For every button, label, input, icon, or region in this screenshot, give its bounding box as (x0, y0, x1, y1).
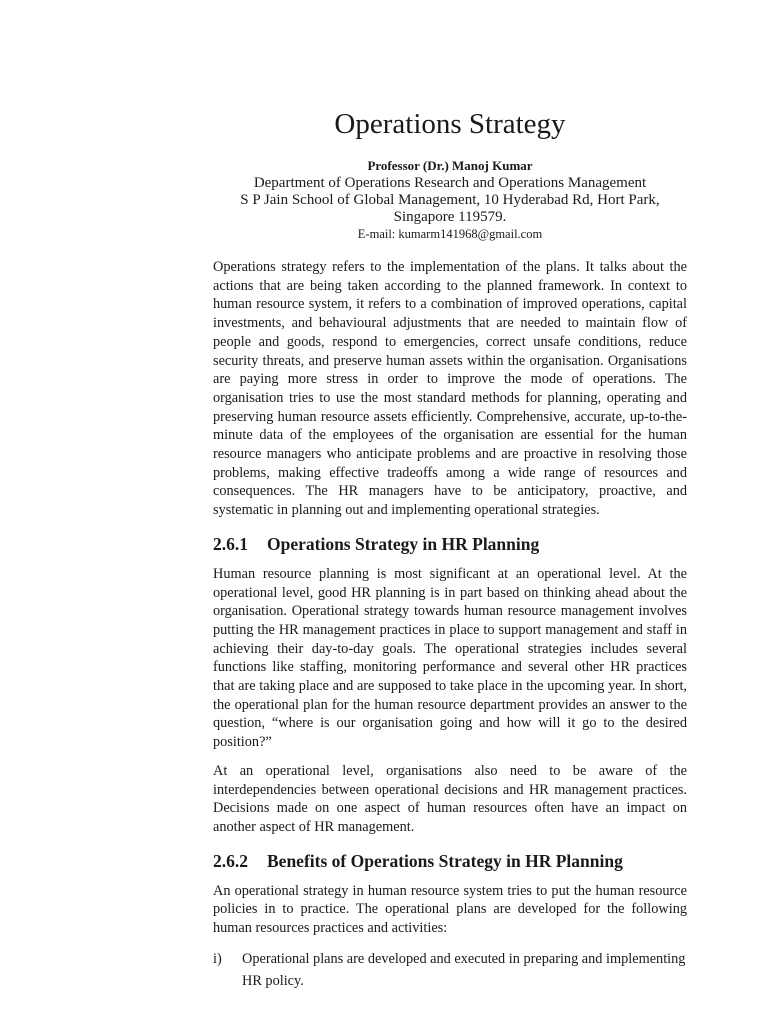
list-marker: i) (213, 950, 222, 967)
body-column (213, 258, 687, 992)
section-number: 2.6.2 (213, 850, 248, 871)
section-heading (213, 532, 687, 556)
author-block (0, 157, 768, 243)
author-name: Professor (Dr.) Manoj Kumar (367, 158, 533, 173)
section-title: Operations Strategy in HR Planning (267, 533, 540, 554)
section-number: 2.6.1 (213, 533, 248, 554)
affiliation-line: S P Jain School of Global Management, 10 Hyderabad Rd, Hort Park, (240, 192, 660, 208)
affiliation-line: Singapore 119579. (393, 209, 507, 225)
document-title: Operations Strategy (334, 108, 566, 140)
list-item (213, 948, 687, 992)
author-email: E-mail: kumarm141968@gmail.com (357, 227, 543, 241)
section-paragraph: At an operational level, organisations also need to be aware of the interdependencies between operational decisions and HR management practices. Decisions made on one aspect of human resources often have an impact on another aspect of HR management. (213, 762, 687, 835)
affiliation-line: Department of Operations Research and Operations Management (253, 175, 647, 191)
section-title: Benefits of Operations Strategy in HR Planning (267, 850, 623, 871)
section-paragraph: An operational strategy in human resource system tries to put the human resource policies in to practice. The operational plans are developed for the following human resources practices and activities: (213, 882, 687, 937)
section-heading (213, 849, 687, 873)
list-item-text: Operational plans are developed and executed in preparing and implementing HR policy. (242, 950, 686, 989)
section-paragraph: Human resource planning is most significant at an operational level. At the operational level, good HR planning is in part based on thinking ahead about the organisation. Operational strategy towards human resource management involves putting the HR management practices in place to support management and staff in achieving their day-to-day goals. The operational strategies includes several functions like staffing, monitoring performance and several other HR practices that are taking place and are supposed to take place in the upcoming year. In short, the operational plan for the human resource department provides an answer to the question, “where is our organisation going and how will it go to the desired position?” (213, 565, 687, 751)
intro-paragraph: Operations strategy refers to the implementation of the plans. It talks about the actions that are being taken according to the planned framework. In context to human resource system, it refers to a combination of improved operations, capital investments, and behavioural adjustments that are needed to maintain flow of people and goods, respond to emergencies, correct unsafe conditions, reduce security threats, and preserve human assets within the organisation. Organisations are paying more stress in order to improve the mode of operations. The organisation tries to use the most standard methods for planning, operating and preserving human resource assets efficiently. Comprehensive, accurate, up-to-the-minute data of the employees of the organisation are essential for the human resource managers who anticipate problems and are proactive in resolving those problems, making effective tradeoffs among a wide range of resources and consequences. The HR managers have to be anticipatory, proactive, and systematic in planning out and implementing operational strategies. (213, 259, 687, 519)
